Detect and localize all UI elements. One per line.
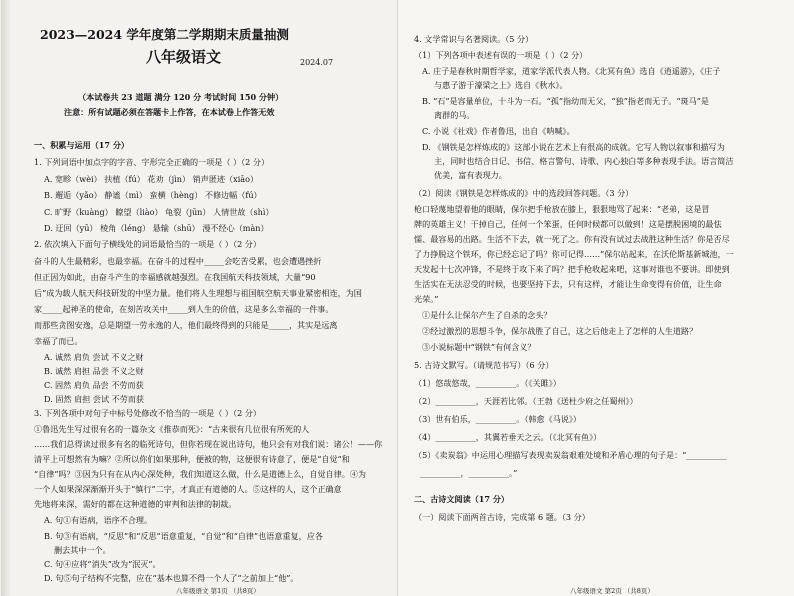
- text-line: 清平上可想然有为嘛？②所以你们如果那种，便被的物，这便很有诗意了，便是“自觉”和: [34, 454, 350, 464]
- text-line: C. 旷野（kuàng） 瞭望（liào） 龟裂（jūn） 人情世故（shì）: [44, 207, 274, 217]
- text-line: D. 句⑤句子结构不完整，应在“基本也算不得一个人了”之前加上“他”。: [44, 573, 299, 583]
- exam-notice: 注意：所有试题必须在答题卡上作答，在本试卷上作答无效: [64, 107, 275, 117]
- text-line: 奋斗的人生最精彩，也最幸福。在奋斗的过程中_____会吃苦受累，也会遭遇挫折: [34, 256, 322, 266]
- text-line: 2. 依次填入下面句子横线处的词语最恰当的一项是（ ）（2 分）: [34, 239, 261, 249]
- text-line: 删去其中一个。: [54, 545, 111, 555]
- text-line: ……我们总得读过很多有名的临死诗句，但你若现在说出诗句，他只会有对我们说：诸公！——你: [34, 439, 383, 449]
- text-line: B. 邂逅（yǎo） 静谧（mì） 蛮横（hèng） 不修边幅（fú）: [44, 190, 262, 200]
- text-line: 牌的英雄主义！干掉自己，任何一个笨蛋，任何时候都可以做到！这是摆脱困境的最怯: [414, 219, 722, 229]
- page-footer: 八年级语文 第1页 （共8页）: [176, 587, 260, 595]
- text-line: （2）__________，天涯若比邻。（王勃《送杜少府之任蜀州》）: [414, 396, 638, 406]
- text-line: D. 固然 肩担 尝试 不劳而获: [44, 394, 145, 404]
- section-heading: 一、积累与运用（17 分）: [34, 140, 130, 150]
- text-line: 而那些贪图安逸，总是期望一劳永逸的人，他们最终得到的只能是_____，其实是远离: [34, 320, 338, 330]
- exam-date: 2024.07: [300, 58, 334, 67]
- page-right: [397, 0, 794, 596]
- text-line: 后”成为载人航天科技研发的中坚力量。他们将人生理想与祖国航空航天事业紧密相连，为国: [34, 288, 362, 298]
- text-line: 离群的马。: [434, 110, 475, 120]
- subject-title: 八年级语文: [146, 48, 222, 66]
- text-line: （1）下列各项中表述有误的一项是（ ）（2 分）: [414, 50, 588, 60]
- text-line: C. 句④应将“消失”改为“泯灭”。: [44, 559, 161, 569]
- text-line: ①是什么让保尔产生了自杀的念头？: [422, 310, 552, 320]
- text-line: 枪口轻蔑地望着他的眼睛，保尔把手枪放在膝上，狠狠地骂了起来：“老弟，这是冒: [414, 204, 710, 214]
- page-footer: 八年级语文 第2页 （共8页）: [570, 587, 654, 595]
- text-line: D. 迂回（yū） 棱角（léng） 悬输（shū） 漫不经心（màn）: [44, 223, 269, 233]
- text-line: D. 《钢铁是怎样炼成的》这部小说在艺术上有很高的成就。它写人物以叙事和描写为: [422, 142, 725, 152]
- text-line: B. 诚然 肩担 品尝 不义之财: [44, 366, 144, 376]
- text-line: 光荣。”: [414, 294, 439, 304]
- text-line: （3）世有伯乐，__________。（韩愈《马说》）: [414, 414, 582, 424]
- text-line: C. 固然 肩负 品尝 不劳而获: [44, 380, 144, 390]
- exam-info: （本试卷共 23 道题 满分 120 分 考试时间 150 分钟）: [78, 92, 284, 102]
- text-line: 懦、最容易的出路。生活不下去，就一死了之。你有没有试过去战胜这种生活？你是否尽: [414, 234, 730, 244]
- text-line: 与惠子游于濠梁之上》选自《秋水》。: [434, 80, 568, 90]
- text-line: （5）《卖炭翁》中运用心理描写表现卖炭翁艰难处境和矛盾心理的句子是：“__________: [414, 450, 727, 460]
- text-line: 先地将来深，需好的都在这种道德的审判和法律的制裁。: [34, 499, 237, 509]
- text-line: 了力挣脱这个铁环，你已经忘记了吗？你可记得……”保尔站起来，在沃伦斯基新城池，一: [414, 249, 734, 259]
- text-line: 主，同时也结合日记、书信、格言警句、诗歌、内心独白等多种表现手法。语言简洁: [434, 156, 734, 166]
- text-line: 4. 文学常识与名著阅读。（5 分）: [414, 34, 534, 44]
- text-line: 天发起十七次冲锋，不是终于攻下来了吗？把手枪收起来吧，这事对谁也不要讲。即使到: [414, 264, 730, 274]
- section-heading: 二、古诗文阅读（17 分）: [414, 494, 510, 504]
- text-line: （2）阅读《钢铁是怎样炼成的》中的选段回答问题。（3 分）: [414, 188, 634, 198]
- exam-title: 2023—2024 学年度第二学期期末质量抽测: [40, 27, 289, 42]
- text-line: 5. 古诗文默写。（请规范书写）（6 分）: [414, 360, 554, 370]
- text-line: 1. 下列词语中加点字的字音、字形完全正确的一项是（ ）（2 分）: [34, 157, 270, 167]
- text-line: 幸福了而已。: [34, 336, 83, 346]
- text-line: A. 句①有语病，语序不合理。: [44, 515, 153, 525]
- text-line: B. 句③有语病，“反思”和“反思”语意重复，“自觉”和“自律”也语意重复，应各: [44, 531, 323, 541]
- text-line: 优美，富有表现力。: [434, 170, 507, 180]
- text-line: ②经过激烈的思想斗争，保尔战胜了自己，这之后他走上了怎样的人生道路？: [422, 326, 698, 336]
- text-line: （4）__________，其翼若垂天之云。（《北冥有鱼》）: [414, 432, 602, 442]
- text-line: ①鲁迅先生写过很有名的一篇杂文《推恭而死》：“古来很有几位很有所死的人: [34, 424, 310, 434]
- text-line: ③小说标题中“钢铁”有何含义？: [422, 342, 536, 352]
- text-line: A. 庄子是春秋时期哲学家，道家学派代表人物。《北冥有鱼》选自《逍遥游》，《庄子: [422, 66, 721, 76]
- text-line: __________，__________。”: [420, 468, 518, 478]
- text-line: 一个人如果深深渐渐开头于“慎行”二字，才真正有道德的人。⑤这样的人，这个正确意: [34, 484, 342, 494]
- text-line: 家_____起神圣的使命，在刻苦攻关中_____到人生的价值，这是多么幸福的一件事。: [34, 304, 334, 314]
- text-line: 生活实在无法忍受的时候，也要坚持下去，只有这样，才能让生命变得有价值，让生命: [414, 279, 722, 289]
- text-line: 3. 下列各项中对句子中标号处修改不恰当的一项是（ ）（2 分）: [34, 408, 261, 418]
- page-fold-shadow: [1, 0, 11, 596]
- text-line: （一）阅读下面两首古诗，完成第 6 题。（3 分）: [414, 512, 590, 522]
- text-line: 但正因为如此，由奋斗产生的幸福感就越强烈。在我国航天科技领域，大量“90: [34, 272, 316, 282]
- text-line: A. 宽畛（wèi） 扶植（fú） 花劝（jìn） 销声匿迹（xiāo）: [44, 174, 259, 184]
- text-line: （1）悠哉悠哉，__________。（《关雎》）: [414, 378, 561, 388]
- text-line: “自律”吗？③因为只有在从内心深处种，我们知道这么做，什么是道德上么，自觉自律。④为: [34, 469, 367, 479]
- text-line: C. 小说《社戏》作者鲁迅，出自《呐喊》。: [422, 126, 575, 136]
- text-line: B. “石”是容量单位，十斗为一石。“孤”指幼而无父，“独”指老而无子。“斑马”是: [422, 96, 710, 106]
- text-line: A. 诚然 肩负 尝试 不义之财: [44, 352, 144, 362]
